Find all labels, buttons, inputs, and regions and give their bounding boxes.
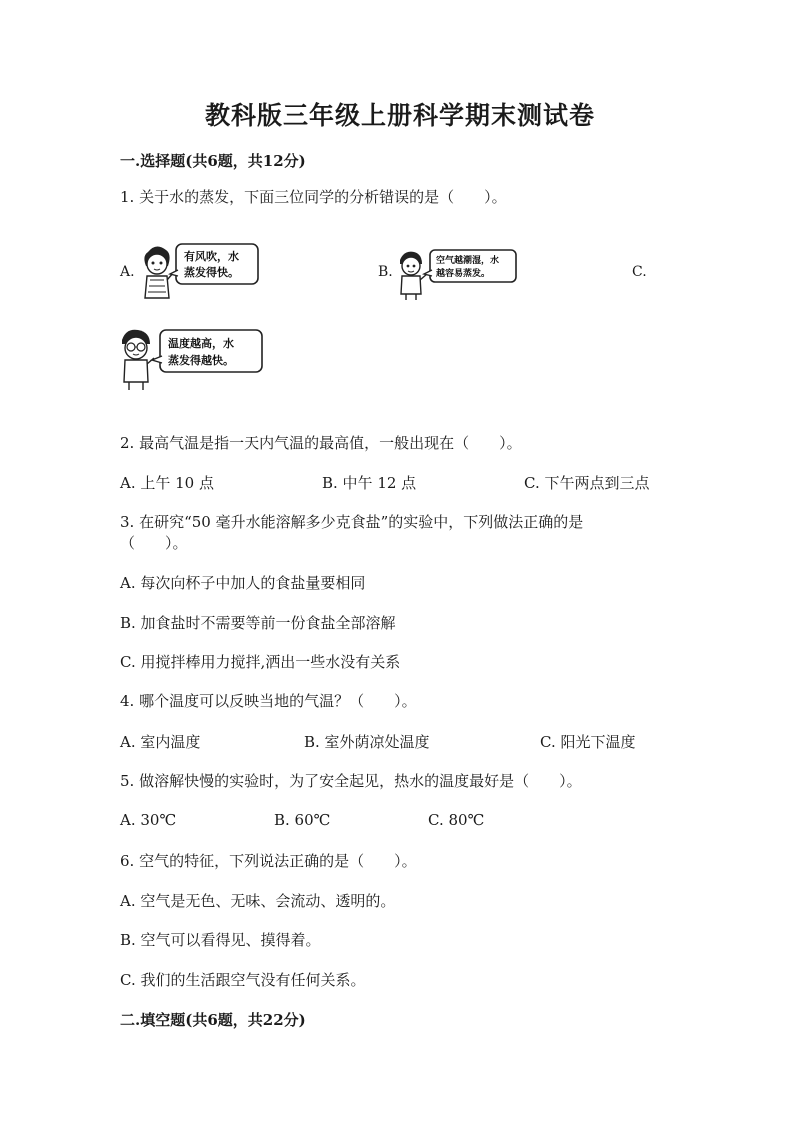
q3-option-a[interactable]: A. 每次向杯子中加人的食盐量要相同 (120, 574, 366, 592)
q5-option-b[interactable]: B. 60℃ (274, 811, 331, 829)
section-heading-choice: 一.选择题(共6题，共12分) (120, 152, 306, 170)
q1-bubble-c-line2: 蒸发得越快。 (168, 354, 234, 367)
q2-option-b[interactable]: B. 中午 12 点 (322, 474, 417, 492)
q5-option-c[interactable]: C. 80℃ (428, 811, 485, 829)
question-3-stem-cont: （ ）。 (120, 534, 188, 552)
q2-option-c[interactable]: C. 下午两点到三点 (524, 474, 650, 492)
q4-option-b[interactable]: B. 室外荫凉处温度 (304, 733, 430, 751)
q3-option-b[interactable]: B. 加食盐时不需要等前一份食盐全部溶解 (120, 614, 396, 632)
q1-girl-illustration (136, 240, 262, 304)
question-1-stem: 1. 关于水的蒸发，下面三位同学的分析错误的是（ ）。 (120, 188, 507, 206)
question-3-stem: 3. 在研究“50 毫升水能溶解多少克食盐”的实验中，下列做法正确的是 (120, 513, 584, 531)
q1-boy-c-illustration (118, 326, 268, 392)
q1-bubble-a-line2: 蒸发得快。 (184, 266, 239, 279)
q1-bubble-b-line1: 空气越潮湿，水 (436, 256, 500, 266)
question-5-stem: 5. 做溶解快慢的实验时，为了安全起见，热水的温度最好是（ ）。 (120, 772, 582, 790)
q1-option-a-label: A. (120, 264, 135, 280)
q1-bubble-b-line2: 越容易蒸发。 (436, 269, 491, 279)
q6-option-a[interactable]: A. 空气是无色、无味、会流动、透明的。 (120, 892, 396, 910)
q6-option-c[interactable]: C. 我们的生活跟空气没有任何关系。 (120, 971, 366, 989)
q1-option-b-label: B. (378, 264, 393, 280)
q1-bubble-a-line1: 有风吹，水 (184, 250, 239, 263)
question-2-stem: 2. 最高气温是指一天内气温的最高值，一般出现在（ ）。 (120, 434, 522, 452)
q1-boy-b-illustration (394, 246, 520, 302)
q1-bubble-c-line1: 温度越高，水 (168, 337, 234, 350)
q2-option-a[interactable]: A. 上午 10 点 (120, 474, 214, 492)
question-6-stem: 6. 空气的特征，下列说法正确的是（ ）。 (120, 852, 417, 870)
q4-option-c[interactable]: C. 阳光下温度 (540, 733, 636, 751)
q5-option-a[interactable]: A. 30℃ (120, 811, 177, 829)
section-heading-fill: 二.填空题(共6题，共22分) (120, 1011, 306, 1029)
q3-option-c[interactable]: C. 用搅拌棒用力搅拌,洒出一些水没有关系 (120, 653, 401, 671)
question-4-stem: 4. 哪个温度可以反映当地的气温？（ ）。 (120, 692, 417, 710)
q6-option-b[interactable]: B. 空气可以看得见、摸得着。 (120, 931, 321, 949)
page-title: 教科版三年级上册科学期末测试卷 (204, 101, 595, 130)
q4-option-a[interactable]: A. 室内温度 (120, 733, 201, 751)
q1-option-c-label: C. (632, 264, 647, 280)
